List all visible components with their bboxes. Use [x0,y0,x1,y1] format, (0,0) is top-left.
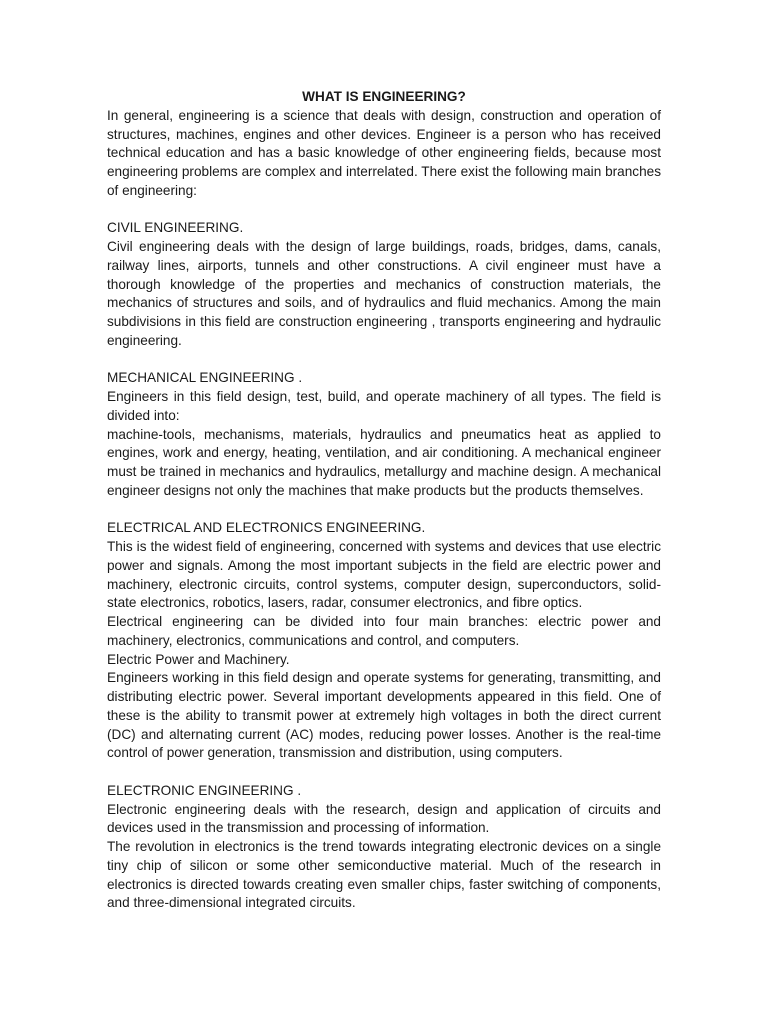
electrical-paragraph-3: Engineers working in this field design and operate systems for generating, transmitting, and distributing electric power. Several important developments appeared in this field. One of these is the ability to transmit power at extremely high voltages in both the direct current (DC) and alternating current (AC) modes, reducing power losses. Another is the real-time control of power generation, transmission and distribution, using computers. [107,670,661,761]
electrical-paragraph-2: Electrical engineering can be divided into four main branches: electric power and machinery, electronics, communications and control, and computers. [107,614,661,648]
electrical-subheading: Electric Power and Machinery. [107,651,290,667]
electrical-heading: ELECTRICAL AND ELECTRONICS ENGINEERING. [107,520,426,536]
spacer [107,351,661,370]
mechanical-paragraph-2: machine-tools, mechanisms, materials, hydraulics and pneumatics heat as applied to engines, work and energy, heating, ventilation, and air conditioning. A mechanical engineer must be trained in mechanics and hydraulics, metallurgy and machine design. A mechanical engineer designs not only the machines that make products but the products themselves. [107,426,661,498]
spacer [107,763,661,782]
mechanical-paragraph-1: Engineers in this field design, test, build, and operate machinery of all types. The field is divided into: [107,389,661,423]
electronic-paragraph-1: Electronic engineering deals with the research, design and application of circuits and devices used in the transmission and processing of information. [107,801,661,836]
mechanical-heading: MECHANICAL ENGINEERING . [107,370,303,386]
document-page [107,88,661,913]
electronic-paragraph-2: The revolution in electronics is the trend towards integrating electronic devices on a single tiny chip of silicon or some other semiconductive material. Much of the research in electronics is directed towards creating even smaller chips, faster switching of components, and three-dimensional integrated circuits. [107,839,661,911]
civil-paragraph: Civil engineering deals with the design of large buildings, roads, bridges, dams, canals, railway lines, airports, tunnels and other constructions. A civil engineer must have a thorough knowledge of the properties and mechanics of construction materials, the mechanics of structures and soils, and of hydraulics and fluid mechanics. Among the main subdivisions in this field are construction engineering , transports engineering and hydraulic engineering. [107,239,661,348]
electronic-heading: ELECTRONIC ENGINEERING . [107,782,302,798]
intro-paragraph: In general, engineering is a science that deals with design, construction and operation of structures, machines, engines and other devices. Engineer is a person who has received technical education and has a basic knowledge of other engineering fields, because most engineering problems are complex and interrelated. There exist the following main branches of engineering: [107,107,661,198]
spacer [107,201,661,220]
civil-heading: CIVIL ENGINEERING. [107,220,244,236]
document-title: WHAT IS ENGINEERING? [302,89,466,104]
spacer [107,501,661,520]
electrical-paragraph-1: This is the widest field of engineering, concerned with systems and devices that use electric power and signals. Among the most important subjects in the field are electric power and machinery, electronic circuits, control systems, computer design, superconductors, solid-state electronics, robotics, lasers, radar, consumer electronics, and fibre optics. [107,539,661,611]
